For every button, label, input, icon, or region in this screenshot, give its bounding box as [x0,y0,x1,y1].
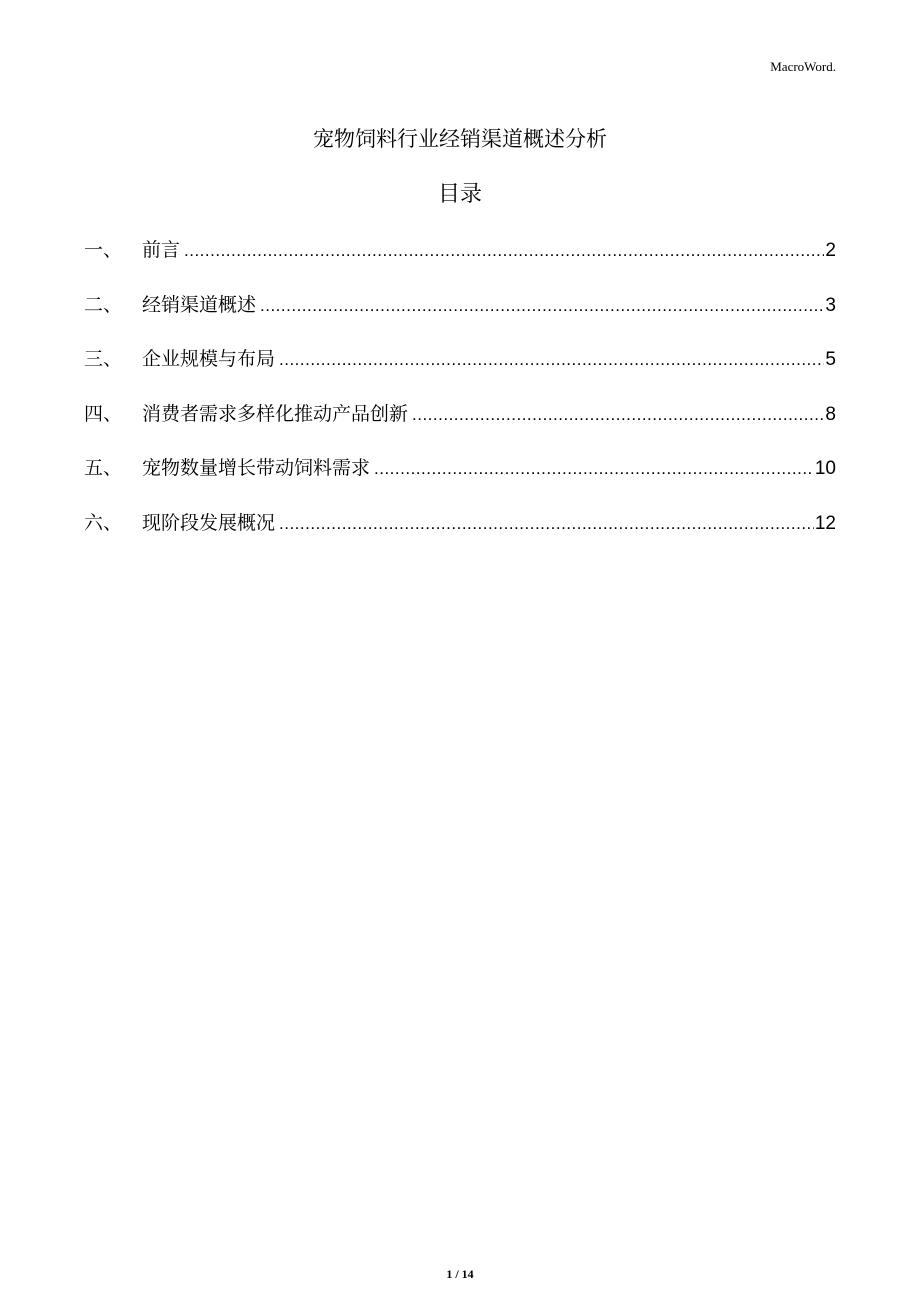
toc-entry-pet-growth[interactable] [84,454,836,509]
toc-entry-page[interactable]: 2 [825,240,836,261]
toc-entry-page[interactable]: 10 [814,458,836,480]
table-of-contents [84,236,836,564]
toc-entry-page[interactable]: 12 [814,512,836,534]
toc-entry-number: 三、 [84,348,123,371]
toc-dot-leader [374,455,814,483]
toc-entry-title[interactable]: 前言 [142,239,181,261]
toc-entry-title[interactable]: 宠物数量增长带动饲料需求 [142,457,371,480]
toc-entry-title[interactable]: 消费者需求多样化推动产品创新 [142,402,409,425]
toc-dot-leader [412,401,824,429]
document-title: 宠物饲料行业经销渠道概述分析 [313,127,607,151]
toc-dot-leader [279,510,814,538]
toc-entry-page[interactable]: 3 [825,294,836,316]
toc-entry-demand-innovation[interactable] [84,400,836,455]
toc-entry-channel-overview[interactable] [84,291,836,346]
toc-entry-page[interactable]: 5 [825,349,836,371]
toc-entry-number: 四、 [84,402,123,425]
toc-entry-title[interactable]: 经销渠道概述 [142,293,257,316]
toc-entry-current-status[interactable] [84,509,836,564]
toc-entry-number: 二、 [84,293,123,316]
toc-entry-number: 六、 [84,511,123,534]
toc-dot-leader [279,346,824,374]
toc-entry-preface[interactable] [84,236,836,291]
toc-dot-leader [260,292,824,320]
toc-entry-title[interactable]: 企业规模与布局 [142,348,276,371]
toc-entry-title[interactable]: 现阶段发展概况 [142,511,276,534]
toc-entry-number: 五、 [84,457,123,480]
toc-dot-leader [184,237,824,265]
toc-entry-number: 一、 [84,239,123,261]
toc-entry-page[interactable]: 8 [825,403,836,425]
header-brand: MacroWord. [770,59,836,74]
page-indicator: 1 / 14 [446,1267,474,1281]
toc-entry-scale-layout[interactable] [84,345,836,400]
toc-heading: 目录 [437,182,482,207]
